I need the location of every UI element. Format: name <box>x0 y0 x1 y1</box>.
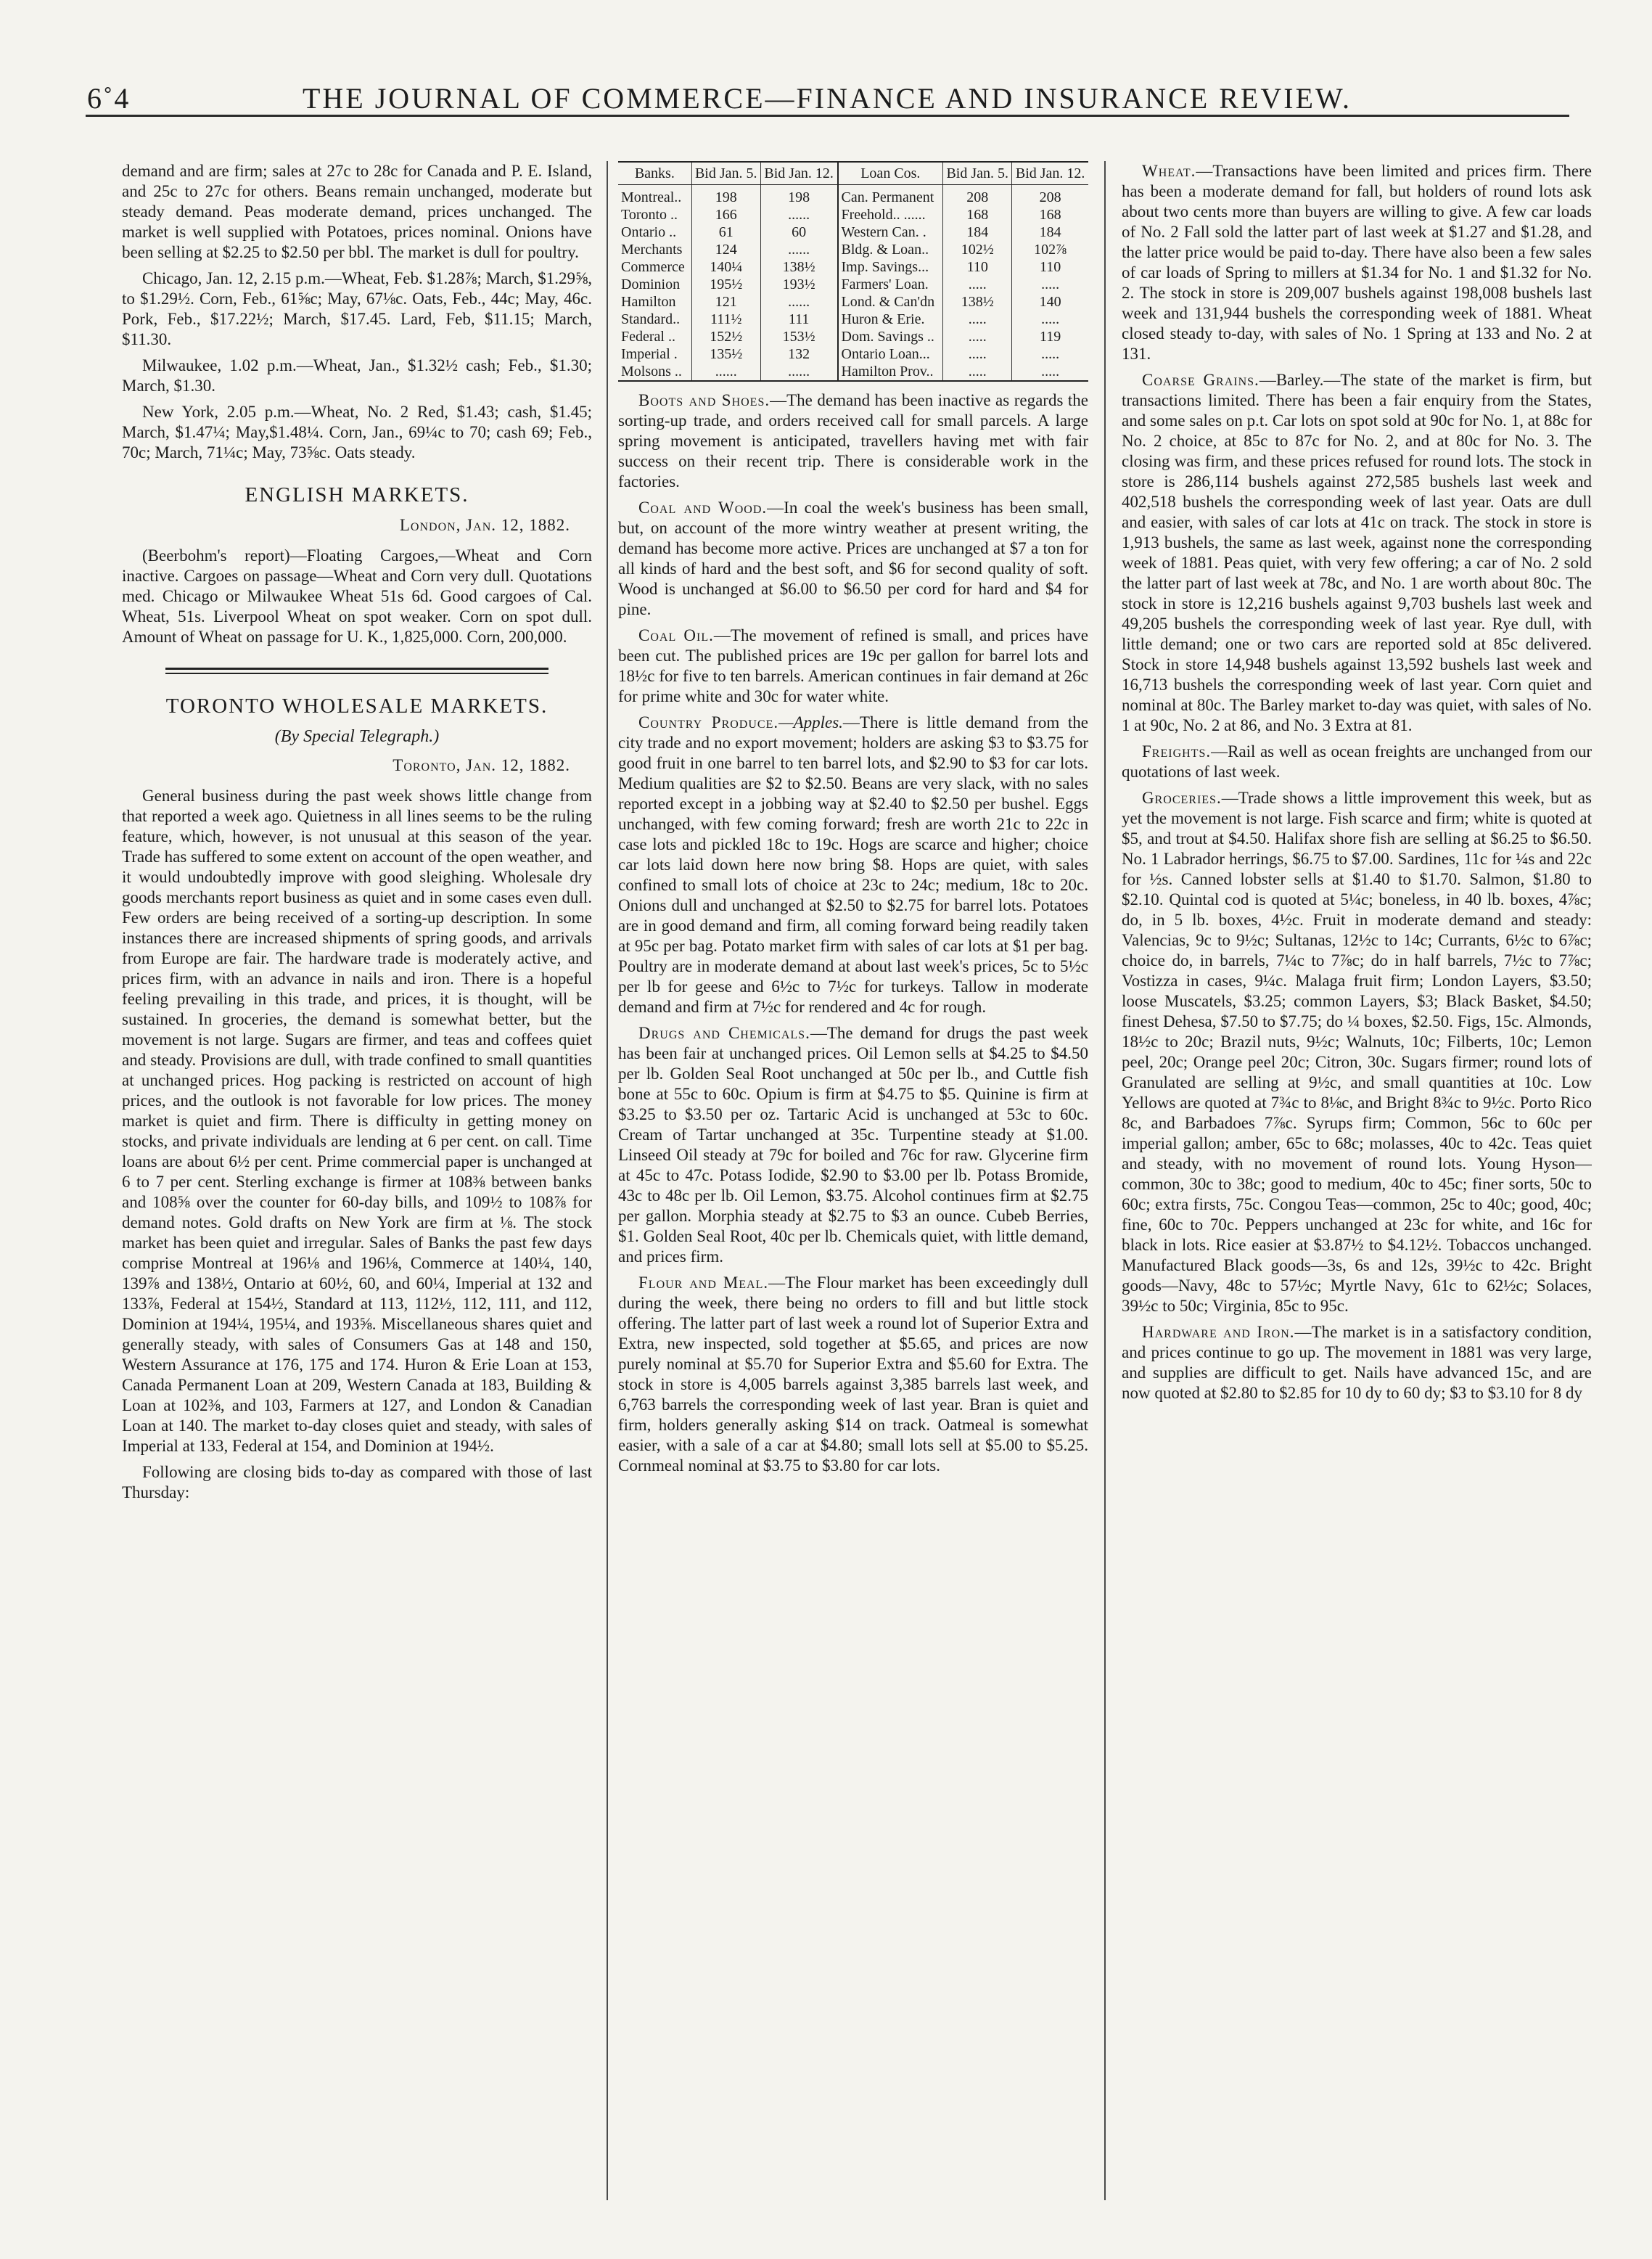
section-title: Coal and Wood. <box>638 499 768 517</box>
table-cell: ...... <box>760 206 837 224</box>
table-header: Bid Jan. 12. <box>760 162 837 185</box>
table-row <box>618 363 1088 381</box>
article-text: —Barley.—The state of the market is firm, but transactions limited. There has been a fair enquiry from the States, and some sales on p.t. Car lots on spot sold at 90c for No. 1, at 88c for No. 2 choice, at 85c to 87c for No. 2, and at 80c for No. 3. The closing was firm, and these prices refused for round lots. The stock in store is 286,114 bushels against 272,585 bushels last week and 402,518 bushels the corresponding week of last year. Oats are dull and easier, with sales of car lots at 41c on track. The stock in store is 1,913 bushels, the same as last week, against none the corresponding week of 1881. Peas quiet, with very few offering; a car of No. 2 sold the latter part of last week at 78c, and No. 1 are worth about 80c. The stock in store is 12,216 bushels against 9,703 bushels last week and 49,205 bushels the corresponding week of last year. Rye dull, with little demand; one or two cars are reported sold at 85c delivered. Stock in store 14,948 bushels against 13,592 bushels last week and 16,713 bushels the corresponding week of last year. Corn quiet and nominal at 80c. The Barley market to-day was quiet, with sales of No. 1 at 90c, No. 2 at 86, and No. 3 Extra at 81. <box>1122 371 1592 734</box>
table-cell: Montreal.. <box>621 189 682 205</box>
table-cell: Can. Permanent <box>838 185 943 207</box>
column-middle <box>618 161 1088 2229</box>
table-header: Banks. <box>618 162 691 185</box>
article-text: —The demand for drugs the past week has been fair at unchanged prices. Oil Lemon sells at $4.25 to $4.50 per lb. Golden Seal Root unchanged at 50c per lb., and Cuttle fish bone at 55c to 60c. Opium is firm at $4.75 to $5. Quinine is firm at $3.25 to $3.50 per oz. Tartaric Acid is unchanged at 53c to 60c. Cream of Tartar unchanged at 35c. Turpentine steady at $1.00. Linseed Oil steady at 79c for boiled and 76c for raw. Glycerine firm at 45c to 47c. Potass Iodide, $2.90 to $3.00 per lb. Potass Bromide, 43c to 48c per lb. Oil Lemon, $3.75. Alcohol continues firm at $2.75 per gallon. Morphia steady at $2.75 to $3 an ounce. Cubeb Berries, $1. Golden Seal Root, 40c per lb. Chemicals quiet, with little demand, and prices firm. <box>618 1024 1088 1266</box>
column-divider <box>607 161 608 2200</box>
table-cell: 152½ <box>691 328 760 345</box>
section-subtitle: —Apples. <box>778 713 843 731</box>
article-text: —The movement of refined is small, and prices have been cut. The published prices are 19c per gallon for barrel lots and 18½c for five to ten barrels. American continues in fair demand at 26c for prime white and 30c for water white. <box>618 626 1088 705</box>
table-cell: Dominion <box>621 276 681 292</box>
table-cell: ..... <box>943 345 1012 363</box>
section-title: Drugs and Chemicals. <box>638 1024 810 1042</box>
table-cell: 124 <box>691 241 760 258</box>
article-text: —Rail as well as ocean freights are unchanged from our quotations of last week. <box>1122 742 1592 781</box>
table-cell: 166 <box>691 206 760 224</box>
table-cell: Huron & Erie. <box>838 311 943 328</box>
table-cell: 168 <box>943 206 1012 224</box>
table-cell: ...... <box>760 293 837 311</box>
table-cell: 138½ <box>943 293 1012 311</box>
table-row <box>618 293 1088 311</box>
table-cell: 111½ <box>691 311 760 328</box>
dateline: London, Jan. 12, 1882. <box>399 516 570 534</box>
table-cell: Standard.. <box>621 311 681 327</box>
article-text: —There is little demand from the city trade and no export movement; holders are asking $3 to $3.75 for good fruit in one barrel to ten barrel lots, and $2.90 to $3 for car lots. Medium qualities are $2 to $2.50. Beans are very slack, with no sales reported except in a jobbing way at $2.40 to $2.50 per bushel. Eggs unchanged, with few coming forward; fresh are worth 21c to 22c in case lots and pickled 18c to 19c. Hogs are scarce and higher; choice car lots laid down here now bring $8. Hops are quiet, with sales confined to small lots of choice at 23c to 24c; medium, 18c to 20c. Onions dull and unchanged at $2.50 to $2.75 for barrel lots. Potatoes are in good demand and firm, all coming forward being readily taken at 95c per bag. Potato market firm with sales of car lots at $1 per bag. Poultry are in moderate demand at about last week's prices, 5c to 5½c per lb for geese and 6½c to 7½c for turkeys. Tallow in moderate demand and firm at 7½c for rendered and 4c for rough. <box>618 713 1088 1016</box>
table-cell: Toronto .. <box>621 207 678 223</box>
table-cell: ..... <box>1012 363 1088 381</box>
article-paragraph: Milwaukee, 1.02 p.m.—Wheat, Jan., $1.32½ cash; Feb., $1.30; March, $1.30. <box>122 356 592 395</box>
table-row <box>618 311 1088 328</box>
table-cell: Dom. Savings .. <box>838 328 943 345</box>
section-title: Freights. <box>1142 742 1212 760</box>
article-text: —Transactions have been limited and prices firm. There has been a moderate demand for fall, but holders of round lots ask about two cents more than buyers are willing to give. A few car loads of No. 2 Fall sold the latter part of last week at $1.27 and $1.28, and the latter price would be paid to-day. There have also been a few sales of car loads of Spring to millers at $1.34 for No. 1 and $1.32 for No. 2. The stock in store is 209,007 bushels against 198,008 bushels last week and 131,944 bushels the corresponding week of 1881. Wheat closed steady to-day, with sales of No. 1 Spring at 133 and No. 2 at 131. <box>1122 162 1592 363</box>
table-cell: 102⅞ <box>1012 241 1088 258</box>
bank-bids-table <box>618 161 1088 382</box>
table-cell: ...... <box>760 363 837 381</box>
table-cell: 208 <box>943 185 1012 207</box>
article-paragraph: (Beerbohm's report)—Floating Cargoes,—Wheat and Corn inactive. Cargoes on passage—Wheat and Corn very dull. Quotations med. Chicago or Milwaukee Wheat 51s 6d. Good cargoes of Cal. Wheat, 51s. Liverpool Wheat on spot weaker. Corn on spot dull. Amount of Wheat on passage for U. K., 1,825,000. Corn, 200,000. <box>122 546 592 646</box>
section-subheading: (By Special Telegraph.) <box>274 727 440 746</box>
table-row <box>618 224 1088 241</box>
article-paragraph: General business during the past week shows little change from that reported a week ago. Quietness in all lines seems to be the ruling feature, which, however, is not unusual at this season of the year. Trade has suffered to some extent on account of the open weather, and it would undoubtedly improve with good sleighing. Wholesale dry goods merchants report business as quiet and in some cases even dull. Few orders are being received of a sorting-up description. In some instances there are increased shipments of spring goods, and arrivals from Europe are fair. The hardware trade is moderately active, and prices firm, with an advance in nails and iron. There is a hopeful feeling prevailing in this trade, and prices, it is thought, will be sustained. In groceries, the demand is somewhat better, but the movement is not large. Sugars are firmer, and teas and coffees quiet and steady. Provisions are dull, with trade confined to small quantities at unchanged prices. Hog packing is restricted on account of high prices, and the outlook is not favorable for low prices. The money market is quiet and firm. There is difficulty in getting money on stocks, and private individuals are lending at 6 per cent. on call. Time loans are about 6½ per cent. Prime commercial paper is unchanged at 6 to 7 per cent. Sterling exchange is firmer at 108⅜ between banks and 108⅝ over the counter for 60-day bills, and 109½ to 108⅞ for demand notes. Gold drafts on New York are firm at ⅛. The stock market has been quiet and irregular. Sales of Banks the past few days comprise Montreal at 196⅛ and 196⅛, Commerce at 140¼, 140, 139⅞ and 138½, Ontario at 60½, 60, and 60¼, Imperial at 132 and 133⅞, Federal at 154½, Standard at 113, 112½, 112, 111, and 112, Dominion at 194¼, 195¼, and 193⅝. Miscellaneous shares quiet and generally steady, with sales of Consumers Gas at 148 and 150, Western Assurance at 176, 175 and 174. Huron & Erie Loan at 153, Canada Permanent Loan at 209, Western Canada at 183, Building & Loan at 102⅜, and 103, Farmers at 127, and London & Canadian Loan at 140. The market to-day closes quiet and steady, with sales of Imperial at 133, Federal at 154, and Dominion at 194½. <box>122 787 592 1455</box>
table-cell: Hamilton Prov.. <box>838 363 943 381</box>
table-row <box>618 345 1088 363</box>
table-cell: ...... <box>691 363 760 381</box>
table-cell: 102½ <box>943 241 1012 258</box>
table-cell: ..... <box>943 328 1012 345</box>
article-text: —The demand has been inactive as regards the sorting-up trade, and orders received call for small parcels. A large spring movement is anticipated, travellers having met with fair success on their recent trip. There is considerable work in the factories. <box>618 391 1088 491</box>
table-cell: 135½ <box>691 345 760 363</box>
table-cell: Hamilton <box>621 294 676 310</box>
table-cell: Federal .. <box>621 329 675 345</box>
table-cell: ..... <box>943 363 1012 381</box>
article-text: —Trade shows a little improvement this week, but as yet the movement is not large. Fish scarce and firm; white is quoted at $5, and trout at $4.50. Halifax shore fish are selling at $6.25 to $6.50. No. 1 Labrador herrings, $6.75 to $7.00. Sardines, 11c for ¼s and 22c for ½s. Canned lobster sells at $1.40 to $1.70. Salmon, $1.80 to $2.10. Quintal cod is quoted at 5¼c; boneless, in 40 lb. boxes, 4⅞c; do, in 5 lb. boxes, 4½c. Fruit in moderate demand and steady: Valencias, 9c to 9½c; Sultanas, 12½c to 14c; Currants, 6½c to 6⅞c; choice do, in barrels, 7¼c to 7⅞c; do in half barrels, 7½c to 7⅞c; Vostizza in cases, 9¼c. Malaga fruit firm; London Layers, $3.50; loose Muscatels, $3.25; common Layers, $3; Black Basket, $4.50; finest Dehesa, $7.50 to $7.75; do ¼ boxes, $2.50. Figs, 15c. Almonds, 18½c to 20c; Brazil nuts, 9½c; Walnuts, 10c; Filberts, 10c; Lemon peel, 20c; Orange peel 20c; Citron, 30c. Sugars firmer; round lots of Granulated are selling at 9½c, and small quantities at 10c. Low Yellows are quoted at 7¾c to 8⅛c, and Bright 8¾c to 9½c. Porto Rico 8c, and Barbadoes 7⅞c. Syrups firm; Common, 56c to 60c per imperial gallon; amber, 65c to 68c; molasses, 40c to 42c. Teas quiet and steady, with no movement of round lots. Young Hyson—common, 30c to 38c; good to medium, 40c to 45c; finer sorts, 50c to 60c; extra firsts, 75c. Congou Teas—common, 25c to 40c; good, 40c; fine, 60c to 70c. Peppers unchanged at 23c for white, and 16c for black in lots. Rice easier at $3.87½ to $4.12½. Tobaccos unchanged. Manufactured Black goods—3s, 6s and 12s, 39½c to 42c. Bright goods—Navy, 48c to 57½c; Myrtle Navy, 61c to 62½c; Solaces, 39½c to 50c; Virginia, 85c to 95c. <box>1122 789 1592 1315</box>
column-divider <box>1104 161 1106 2200</box>
table-cell: 110 <box>1012 258 1088 276</box>
table-cell: Merchants <box>621 242 683 258</box>
section-title: Boots and Shoes. <box>638 391 770 409</box>
table-header-row <box>618 162 1088 185</box>
table-cell: Molsons .. <box>621 364 682 380</box>
dateline: Toronto, Jan. 12, 1882. <box>393 756 570 774</box>
section-title: Groceries. <box>1142 789 1222 807</box>
table-cell: Ontario Loan... <box>838 345 943 363</box>
section-title: Coarse Grains. <box>1142 371 1259 389</box>
table-cell: 140 <box>1012 293 1088 311</box>
article-paragraph: New York, 2.05 p.m.—Wheat, No. 2 Red, $1.43; cash, $1.45; March, $1.47¼; May,$1.48¼. Corn, Jan., 69¼c to 70; cash 69; Feb., 70c; March, 71¼c; May, 73⅝c. Oats steady. <box>122 403 592 462</box>
table-cell: ..... <box>1012 276 1088 293</box>
table-cell: Commerce <box>621 259 685 275</box>
table-cell: 110 <box>943 258 1012 276</box>
section-heading-english-markets: ENGLISH MARKETS. <box>244 483 469 507</box>
table-cell: Western Can. . <box>838 224 943 241</box>
section-title: Hardware and Iron. <box>1142 1323 1295 1341</box>
table-cell: 138½ <box>760 258 837 276</box>
section-title: Flour and Meal. <box>638 1274 769 1292</box>
column-right <box>1122 161 1592 2229</box>
table-row <box>618 241 1088 258</box>
column-left <box>122 161 592 2229</box>
article-paragraph: Following are closing bids to-day as compared with those of last Thursday: <box>122 1463 592 1501</box>
table-row <box>618 206 1088 224</box>
article-text: —In coal the week's business has been small, but, on account of the more wintry weather at present writing, the demand has become more active. Prices are unchanged at $7 a ton for all kinds of hard and the best soft, and $6 for second quality of soft. Wood is unchanged at $6.00 to $6.50 per cord for hard and $4 for pine. <box>618 499 1088 618</box>
table-cell: Farmers' Loan. <box>838 276 943 293</box>
table-row <box>618 328 1088 345</box>
table-cell: 119 <box>1012 328 1088 345</box>
section-title: Coal Oil. <box>638 626 714 644</box>
article-text: —The Flour market has been exceedingly dull during the week, there being no orders to fill and but little stock offering. The latter part of last week a round lot of Superior Extra and Extra, new inspected, sold together at $5.65, and prices are now purely nominal at $5.70 for Superior Extra and $5.60 for Extra. The stock in store is 4,005 barrels against 3,385 barrels last week, and 6,763 barrels the corresponding week of last year. Bran is quiet and firm, holders generally asking $14 on track. Oatmeal is somewhat easier, with a sale of a car at $4.80; small lots sell at $5.00 to $5.25. Cornmeal nominal at $3.75 to $3.80 for car lots. <box>618 1274 1088 1475</box>
table-cell: Freehold.. ...... <box>838 206 943 224</box>
section-title: Wheat. <box>1142 162 1196 180</box>
page-header <box>87 81 1567 125</box>
table-cell: ...... <box>760 241 837 258</box>
table-cell: 140¼ <box>691 258 760 276</box>
table-cell: Imp. Savings... <box>838 258 943 276</box>
table-header: Loan Cos. <box>838 162 943 185</box>
page-number: 6˚4 <box>87 82 131 115</box>
table-cell: 61 <box>691 224 760 241</box>
table-cell: 60 <box>760 224 837 241</box>
section-title: Country Produce. <box>638 713 779 731</box>
table-cell: 168 <box>1012 206 1088 224</box>
table-cell: 208 <box>1012 185 1088 207</box>
article-text: —The market is in a satisfactory condition, and prices continue to go up. The movement in 1881 was very large, and supplies are difficult to get. Nails have advanced 15c, and are now quoted at $2.80 to $2.85 for 10 dy to 60 dy; $3 to $3.10 for 8 dy <box>1122 1323 1592 1402</box>
table-cell: 184 <box>943 224 1012 241</box>
table-row <box>618 258 1088 276</box>
section-heading-toronto-markets: TORONTO WHOLESALE MARKETS. <box>165 694 548 718</box>
table-cell: 198 <box>760 185 837 207</box>
table-cell: 198 <box>691 185 760 207</box>
table-row <box>618 185 1088 207</box>
article-paragraph: Chicago, Jan. 12, 2.15 p.m.—Wheat, Feb. $1.28⅞; March, $1.29⅝, to $1.29½. Corn, Feb., 61⅝c; May, 67⅛c. Oats, Feb., 44c; May, 46c. Pork, Feb., $17.22½; March, $17.45. Lard, Feb, $11.15; March, $11.30. <box>122 269 592 348</box>
header-rule <box>86 115 1569 117</box>
table-cell: Imperial . <box>621 346 678 362</box>
table-cell: ..... <box>1012 311 1088 328</box>
journal-title: THE JOURNAL OF COMMERCE—FINANCE AND INSURANCE REVIEW. <box>302 82 1352 115</box>
table-cell: 193½ <box>760 276 837 293</box>
table-cell: 132 <box>760 345 837 363</box>
table-cell: 184 <box>1012 224 1088 241</box>
table-row <box>618 276 1088 293</box>
table-header: Bid Jan. 12. <box>1012 162 1088 185</box>
table-cell: 195½ <box>691 276 760 293</box>
table-cell: ..... <box>1012 345 1088 363</box>
table-cell: Ontario .. <box>621 224 677 240</box>
table-cell: ..... <box>943 311 1012 328</box>
table-cell: 121 <box>691 293 760 311</box>
table-cell: Bldg. & Loan.. <box>838 241 943 258</box>
table-header: Bid Jan. 5. <box>691 162 760 185</box>
article-paragraph: demand and are firm; sales at 27c to 28c for Canada and P. E. Island, and 25c to 27c for others. Beans remain unchanged, moderate but steady demand. Peas moderate demand, prices unchanged. The market is well supplied with Potatoes, prices nominal. Onions have been selling at $2.25 to $2.50 per bbl. The market is dull for poultry. <box>122 162 592 261</box>
table-cell: 111 <box>760 311 837 328</box>
table-header: Bid Jan. 5. <box>943 162 1012 185</box>
table-cell: 153½ <box>760 328 837 345</box>
table-cell: Lond. & Can'dn <box>838 293 943 311</box>
table-cell: ..... <box>943 276 1012 293</box>
section-rule <box>165 668 548 674</box>
